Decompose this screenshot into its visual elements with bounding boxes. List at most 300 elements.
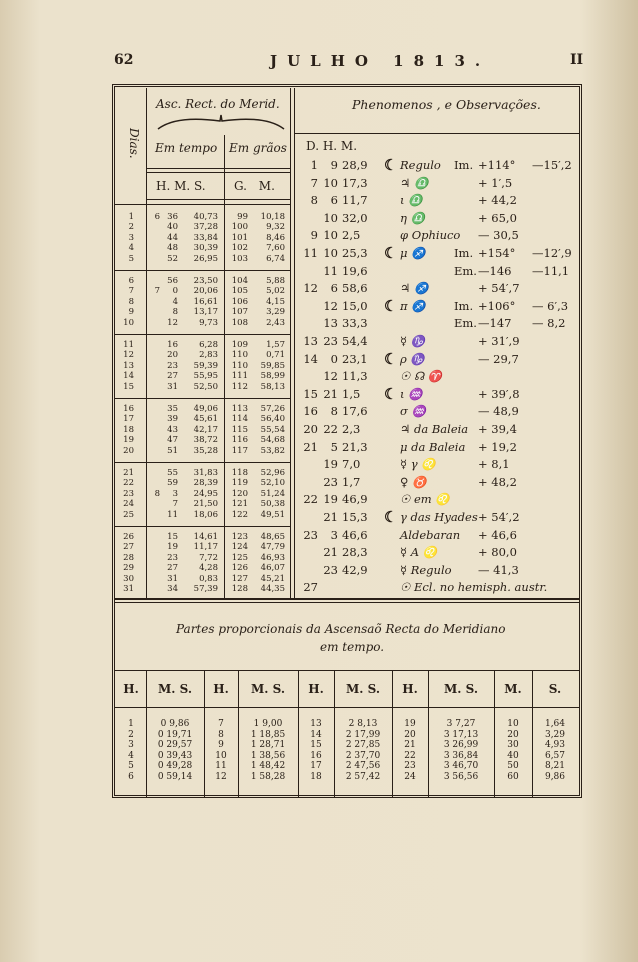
left-cell-s: 13,17	[193, 307, 218, 318]
left-cell-s: 16,61	[193, 296, 218, 307]
bottom-cell: 0 49,28	[157, 761, 193, 772]
phen-minute: 54,4	[342, 334, 368, 348]
bottom-cell: 2 8,13	[348, 719, 378, 729]
left-cell-g: 119	[231, 478, 248, 489]
brace-ornament	[156, 113, 286, 133]
left-cell-dias: 22	[123, 478, 134, 489]
bottom-cell: 3 36,84	[443, 750, 479, 761]
phen-extra: — 8,2	[532, 316, 566, 331]
phen-day: 14	[303, 351, 318, 366]
bottom-header: H.	[402, 682, 418, 696]
left-cell-dias: 11	[123, 340, 134, 350]
left-cell-dias: 15	[123, 381, 134, 392]
left-cell-g: 121	[231, 499, 248, 510]
left-cell-gm: 49,51	[260, 509, 285, 520]
left-cell-s: 26,95	[193, 253, 218, 264]
phen-object: ♃ da Baleia	[400, 422, 469, 436]
left-cell-s: 18,06	[193, 509, 218, 520]
phen-hour: 10	[323, 175, 338, 190]
left-cell-dias: 28	[123, 552, 134, 563]
left-cell-s: 52,50	[193, 381, 218, 392]
bottom-cell: 1 58,28	[250, 772, 286, 782]
phen-hour: 21	[323, 545, 338, 560]
bottom-cell: 4,93	[544, 740, 566, 751]
bottom-cell: 24	[404, 772, 416, 782]
left-cell-g: 112	[231, 381, 248, 392]
left-cell-g: 123	[231, 532, 248, 542]
left-cell-dias: 30	[123, 573, 134, 584]
bottom-cell: 3 46,70	[443, 761, 479, 772]
bottom-cell: 10	[215, 750, 227, 761]
phen-value: + 19,2	[478, 439, 517, 454]
left-cell-s: 30,39	[193, 243, 218, 254]
left-cell-dias: 21	[123, 468, 134, 478]
left-cell-gm: 2,43	[266, 317, 285, 328]
left-cell-gm: 58,99	[260, 371, 285, 382]
left-cell-s: 37,28	[193, 222, 218, 233]
phen-event: Em.	[454, 316, 477, 331]
phenomenon-row	[300, 562, 580, 579]
phen-object: ι ♒	[400, 386, 423, 401]
bottom-header: H.	[213, 682, 229, 696]
bottom-cell: 6,57	[544, 750, 566, 761]
phenomenon-row	[300, 544, 580, 561]
left-cell-m: 59	[167, 478, 178, 489]
phenomenon-row	[300, 157, 580, 174]
bottom-cell: 6	[128, 772, 134, 782]
bottom-cell: 22	[404, 750, 416, 761]
phen-object: Aldebaran	[400, 527, 461, 542]
hms-unit-header: H. M. S.	[156, 179, 206, 193]
left-cell-g: 108	[231, 317, 248, 328]
left-cell-g: 120	[231, 488, 248, 499]
signature-mark: II	[570, 52, 584, 68]
bottom-cell: 12	[215, 772, 227, 782]
phen-hour: 10	[323, 210, 338, 225]
block-divider	[115, 526, 290, 527]
left-cell-dias: 27	[123, 542, 134, 553]
left-cell-m: 48	[167, 243, 178, 254]
phen-value: + 8,1	[478, 457, 510, 472]
bottom-cell: 0 9,86	[160, 719, 190, 729]
left-cell-gm: 54,68	[260, 435, 285, 446]
left-cell-gm: 1,57	[266, 340, 285, 350]
bottom-cell: 14	[310, 729, 322, 740]
phenomenon-row	[300, 263, 580, 280]
left-cell-m: 19	[167, 542, 178, 553]
phen-day: 23	[303, 527, 318, 542]
bottom-header: H.	[308, 682, 324, 696]
bottom-cell: 4	[128, 750, 134, 761]
left-cell-s: 0,83	[199, 573, 218, 584]
left-cell-m: 3	[172, 488, 178, 499]
left-cell-m: 44	[167, 232, 178, 243]
bottom-header: M. S.	[345, 682, 381, 696]
bottom-cell: 3 7,27	[446, 719, 476, 729]
left-cell-s: 20,06	[193, 286, 218, 297]
phen-hour: 22	[323, 422, 338, 436]
phen-minute: 46,9	[342, 492, 368, 507]
phen-minute: 11,7	[342, 193, 368, 208]
phen-minute: 17,6	[342, 404, 368, 419]
phen-value: —146	[478, 263, 512, 278]
phen-object: ☉ ☊ ♈	[400, 369, 443, 384]
phen-object: Regulo	[400, 158, 441, 172]
phenomenon-row	[300, 386, 580, 403]
phenomenon-row	[300, 280, 580, 297]
left-cell-gm: 5,02	[266, 286, 285, 297]
phen-value: +154°	[478, 246, 516, 260]
phen-object: σ ♒	[400, 404, 426, 419]
left-cell-m: 31	[167, 573, 178, 584]
phen-hour: 23	[323, 474, 338, 489]
left-cell-m: 39	[167, 414, 178, 425]
left-cell-m: 55	[167, 468, 178, 478]
bottom-cell: 1 18,85	[250, 729, 286, 740]
phen-minute: 28,3	[342, 545, 368, 560]
left-cell-s: 31,83	[193, 468, 218, 478]
left-cell-gm: 0,71	[266, 350, 285, 361]
bottom-cell: 17	[310, 761, 322, 772]
phen-hour: 9	[330, 158, 338, 172]
left-cell-m: 43	[167, 424, 178, 435]
left-cell-gm: 57,26	[260, 404, 285, 414]
left-cell-m: 15	[167, 532, 178, 542]
left-cell-g: 122	[231, 509, 248, 520]
asc-rect-header: Asc. Rect. do Merid.	[156, 97, 280, 111]
left-cell-dias: 18	[123, 424, 134, 435]
left-cell-gm: 46,07	[260, 563, 285, 574]
phen-hour: 13	[323, 316, 338, 331]
phen-object: π ♐	[400, 298, 426, 313]
left-cell-gm: 45,21	[260, 573, 285, 584]
phen-event: Em.	[454, 263, 477, 278]
phen-minute: 1,7	[342, 474, 361, 489]
bottom-cell: 3,29	[544, 729, 566, 740]
left-cell-dias: 25	[123, 509, 134, 520]
left-cell-s: 14,61	[193, 532, 218, 542]
bottom-cell: 9,86	[544, 772, 566, 782]
phen-minute: 15,3	[342, 510, 368, 524]
bottom-header: M.	[504, 682, 522, 696]
phen-object: μ da Baleia	[400, 439, 466, 454]
phen-value: — 30,5	[478, 228, 519, 243]
phen-moon-symbol: ☾	[384, 349, 398, 368]
left-cell-g: 107	[231, 307, 248, 318]
phen-minute: 23,1	[342, 351, 368, 366]
phen-object: ☿ ♑	[400, 334, 426, 348]
bottom-cell: 60	[507, 772, 519, 782]
left-cell-m: 27	[167, 371, 178, 382]
phen-hour: 12	[323, 369, 338, 384]
bottom-cell: 0 39,43	[157, 750, 193, 761]
left-cell-g: 111	[231, 371, 248, 382]
block-divider	[115, 334, 290, 335]
left-cell-gm: 44,35	[260, 584, 285, 594]
left-cell-g: 118	[231, 468, 248, 478]
bottom-cell: 1	[128, 719, 134, 729]
phenomenon-row	[300, 421, 580, 438]
bottom-cell: 3	[128, 740, 134, 751]
phenomenon-row	[300, 210, 580, 227]
bottom-cell: 11	[215, 761, 227, 772]
phen-object: φ Ophiuco	[400, 228, 461, 243]
phenomenon-row	[300, 245, 580, 262]
gm-unit-header: G. M.	[234, 179, 275, 193]
bottom-cell: 2 17,99	[345, 729, 381, 740]
left-cell-m: 12	[167, 317, 178, 328]
bottom-cell: 50	[507, 761, 519, 772]
left-cell-dias: 2	[128, 222, 134, 233]
left-cell-g: 102	[231, 243, 248, 254]
left-cell-h: 6	[154, 212, 160, 222]
phenomenon-row	[300, 227, 580, 244]
bottom-cell: 2 47,56	[345, 761, 381, 772]
phen-value: — 48,9	[478, 404, 519, 419]
left-cell-g: 116	[231, 435, 248, 446]
phen-hour: 6	[330, 193, 338, 208]
left-cell-g: 128	[231, 584, 248, 594]
left-cell-dias: 24	[123, 499, 134, 510]
phen-extra: —11,1	[532, 263, 570, 278]
phenomena-title: Phenomenos , e Observações.	[352, 97, 541, 112]
phen-extra: —12′,9	[532, 246, 572, 260]
phen-minute: 42,9	[342, 562, 368, 577]
left-cell-g: 115	[231, 424, 248, 435]
left-cell-gm: 7,60	[266, 243, 285, 254]
bottom-cell: 2 57,42	[345, 772, 381, 782]
phen-minute: 19,6	[342, 263, 368, 278]
left-cell-gm: 59,85	[260, 360, 285, 371]
left-cell-gm: 53,82	[260, 445, 285, 456]
phen-object: ♀ ♉	[400, 474, 427, 489]
left-cell-s: 7,72	[199, 552, 218, 563]
left-cell-dias: 9	[128, 307, 134, 318]
proportional-title-2: em tempo.	[320, 640, 385, 654]
phenomenon-row	[300, 509, 580, 526]
phen-value: + 1′,5	[478, 175, 513, 190]
left-cell-dias: 8	[128, 296, 134, 307]
phen-value: + 65,0	[478, 210, 517, 225]
left-cell-dias: 3	[128, 232, 134, 243]
phen-day: 27	[303, 580, 318, 595]
phen-value: +114°	[478, 158, 516, 172]
left-cell-gm: 51,24	[260, 488, 285, 499]
bottom-cell: 3 17,13	[443, 729, 479, 740]
left-cell-s: 2,83	[199, 350, 218, 361]
phenomenon-row	[300, 456, 580, 473]
left-cell-s: 59,39	[193, 360, 218, 371]
bottom-cell: 9	[218, 740, 224, 751]
phen-value: + 54′,7	[478, 281, 520, 296]
left-cell-dias: 1	[128, 212, 134, 222]
phen-minute: 15,0	[342, 298, 368, 313]
phen-minute: 58,6	[342, 281, 368, 296]
proportional-title-1: Partes proporcionais da Ascensaõ Recta do Meridiano	[176, 622, 506, 636]
phen-value: + 31′,9	[478, 334, 520, 348]
phenomenon-row	[300, 315, 580, 332]
left-cell-h: 8	[154, 488, 160, 499]
phen-minute: 33,3	[342, 316, 368, 331]
bottom-cell: 1 28,71	[250, 740, 286, 751]
phen-minute: 17,3	[342, 175, 368, 190]
left-cell-gm: 47,79	[260, 542, 285, 553]
left-cell-gm: 52,96	[260, 468, 285, 478]
left-cell-m: 20	[167, 350, 178, 361]
em-graos-header: Em grãos	[229, 141, 287, 155]
phen-day: 8	[310, 193, 318, 208]
phen-day: 22	[303, 492, 318, 507]
phenomenon-row	[300, 474, 580, 491]
left-cell-m: 11	[167, 509, 178, 520]
phen-day: 11	[303, 246, 318, 260]
phen-minute: 11,3	[342, 369, 368, 384]
bottom-cell: 0 19,71	[157, 729, 193, 740]
phenomenon-row	[300, 439, 580, 456]
block-divider	[115, 462, 290, 463]
phen-object: ☿ A ♌	[400, 545, 437, 560]
phen-minute: 21,3	[342, 439, 368, 454]
phen-minute: 32,0	[342, 210, 368, 225]
phen-minute: 46,6	[342, 527, 368, 542]
left-cell-s: 40,73	[193, 212, 218, 222]
left-cell-gm: 56,40	[260, 414, 285, 425]
bottom-cell: 40	[507, 750, 519, 761]
phen-value: + 54′,2	[478, 510, 520, 524]
phenomenon-row	[300, 403, 580, 420]
left-cell-g: 110	[231, 360, 248, 371]
left-cell-g: 117	[231, 445, 248, 456]
phenomena-col-header: D. H. M.	[306, 139, 358, 153]
page-header	[0, 52, 638, 72]
phen-moon-symbol: ☾	[384, 384, 398, 403]
left-cell-dias: 23	[123, 488, 134, 499]
bottom-cell: 16	[310, 750, 322, 761]
left-cell-g: 103	[231, 253, 248, 264]
bottom-cell: 23	[404, 761, 416, 772]
left-cell-gm: 55,54	[260, 424, 285, 435]
phen-hour: 19	[323, 492, 338, 507]
phen-hour: 21	[323, 510, 338, 524]
left-cell-m: 23	[167, 552, 178, 563]
left-cell-g: 127	[231, 573, 248, 584]
left-cell-m: 23	[167, 360, 178, 371]
phen-value: + 80,0	[478, 545, 517, 560]
phen-value: +106°	[478, 298, 516, 313]
page-number: 62	[114, 52, 134, 68]
left-cell-gm: 50,38	[260, 499, 285, 510]
bottom-cell: 3 26,99	[443, 740, 479, 751]
phen-hour: 11	[323, 263, 338, 278]
phen-hour: 10	[323, 228, 338, 243]
bottom-header: M. S.	[157, 682, 193, 696]
left-cell-m: 56	[167, 276, 178, 286]
left-cell-dias: 13	[123, 360, 134, 371]
phen-object: ☉ em ♌	[400, 492, 450, 507]
left-cell-gm: 8,46	[266, 232, 285, 243]
left-cell-g: 104	[231, 276, 248, 286]
bottom-cell: 8	[218, 729, 224, 740]
bottom-cell: 20	[507, 729, 519, 740]
phenomenon-row	[300, 298, 580, 315]
bottom-header: S.	[548, 682, 562, 696]
left-cell-dias: 17	[123, 414, 134, 425]
em-tempo-header: Em tempo	[155, 141, 218, 155]
left-cell-g: 105	[231, 286, 248, 297]
left-cell-gm: 6,74	[266, 253, 285, 264]
left-cell-s: 6,28	[199, 340, 218, 350]
phen-minute: 7,0	[342, 457, 361, 472]
left-cell-g: 101	[231, 232, 248, 243]
phen-object: γ das Hyades	[400, 510, 478, 524]
bottom-cell: 2	[128, 729, 134, 740]
phen-value: + 46,6	[478, 527, 517, 542]
phen-object: ι ♎	[400, 193, 423, 208]
bottom-cell: 30	[507, 740, 519, 751]
phen-value: + 48,2	[478, 474, 517, 489]
phen-hour: 5	[330, 439, 338, 454]
phen-hour: 3	[330, 527, 338, 542]
phen-value: + 44,2	[478, 193, 517, 208]
phenomenon-row	[300, 527, 580, 544]
bottom-cell: 2 27,85	[345, 740, 381, 751]
phen-day: 1	[310, 158, 318, 172]
left-cell-dias: 20	[123, 445, 134, 456]
phen-day: 7	[310, 175, 318, 190]
phen-object: ρ ♑	[400, 351, 425, 366]
left-cell-m: 34	[167, 584, 178, 594]
left-cell-dias: 4	[128, 243, 134, 254]
left-cell-m: 36	[167, 212, 178, 222]
phen-moon-symbol: ☾	[384, 508, 398, 526]
phen-hour: 0	[330, 351, 338, 366]
phen-value: —147	[478, 316, 512, 331]
bottom-cell: 19	[404, 719, 416, 729]
left-cell-dias: 19	[123, 435, 134, 446]
bottom-cell: 0 29,57	[157, 740, 193, 751]
left-cell-s: 45,61	[193, 414, 218, 425]
left-cell-m: 4	[172, 296, 178, 307]
phen-value: — 29,7	[478, 351, 519, 366]
left-cell-s: 35,28	[193, 445, 218, 456]
left-cell-s: 21,50	[193, 499, 218, 510]
phenomenon-row	[300, 491, 580, 508]
phen-event: Im.	[454, 158, 474, 172]
bottom-cell: 21	[404, 740, 416, 751]
left-cell-gm: 3,29	[266, 307, 285, 318]
left-cell-m: 31	[167, 381, 178, 392]
left-cell-gm: 5,88	[266, 276, 285, 286]
phen-object: μ ♐	[400, 246, 426, 260]
left-cell-g: 126	[231, 563, 248, 574]
left-cell-gm: 58,13	[260, 381, 285, 392]
phen-day: 13	[303, 334, 318, 348]
phen-hour: 23	[323, 562, 338, 577]
phen-value: + 39′,8	[478, 386, 520, 401]
phen-moon-symbol: ☾	[384, 156, 398, 174]
phen-hour: 19	[323, 457, 338, 472]
bottom-header: M. S.	[250, 682, 286, 696]
left-cell-dias: 29	[123, 563, 134, 574]
phen-day: 15	[303, 386, 318, 401]
phenomenon-row	[300, 192, 580, 209]
phenomenon-row	[300, 351, 580, 368]
dias-header: Dias.	[127, 128, 141, 159]
phen-minute: 2,5	[342, 228, 361, 243]
left-cell-s: 24,95	[193, 488, 218, 499]
left-cell-s: 33,84	[193, 232, 218, 243]
phen-value: + 39,4	[478, 422, 517, 436]
